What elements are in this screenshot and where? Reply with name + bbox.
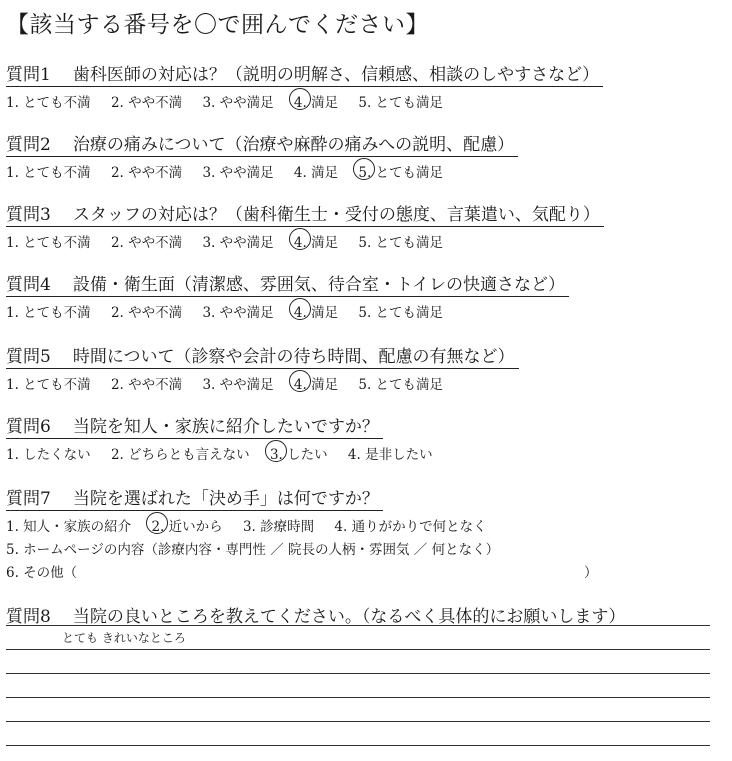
option-4-selected[interactable]: 4. 満足 — [294, 301, 338, 321]
page-title: 【該当する番号を〇で囲んでください】 — [6, 12, 429, 38]
question-text: 当院を知人・家族に紹介したいですか？ — [72, 417, 379, 437]
option-4[interactable]: 4. 満足 — [293, 165, 339, 181]
options-row — [6, 443, 449, 463]
option-4-selected[interactable]: 4. 満足 — [294, 91, 338, 111]
option-3[interactable]: 3. やや満足 — [202, 95, 274, 111]
option-3[interactable]: 3. やや満足 — [202, 377, 274, 393]
option-6-label: 6. その他（ — [6, 565, 78, 581]
option-1[interactable]: 1. とても不満 — [6, 305, 91, 321]
option-3[interactable]: 3. やや満足 — [202, 305, 274, 321]
option-5[interactable]: 5. とても満足 — [358, 305, 444, 321]
option-5[interactable]: 5. とても満足 — [358, 95, 444, 111]
question-number: 質問5 — [6, 347, 51, 367]
answer-line — [6, 625, 710, 626]
question-number: 質問6 — [6, 417, 51, 437]
question-number: 質問2 — [6, 135, 51, 155]
option-1[interactable]: 1. とても不満 — [6, 377, 91, 393]
option-2[interactable]: 2. やや不満 — [110, 95, 183, 111]
question-3 — [6, 200, 604, 251]
option-3[interactable]: 3. 診療時間 — [242, 519, 315, 535]
option-3-selected[interactable]: 3. したい — [270, 443, 328, 463]
question-number: 質問1 — [6, 65, 51, 85]
question-number: 質問4 — [6, 275, 51, 295]
option-1[interactable]: 1. 知人・家族の紹介 — [6, 519, 132, 535]
option-4[interactable]: 4. 通りがかりで何となく — [334, 519, 487, 535]
options-row — [6, 231, 604, 251]
question-text: 当院を選ばれた「決め手」は何ですか？ — [72, 489, 379, 509]
answer-line — [6, 673, 710, 674]
question-6 — [6, 412, 449, 463]
question-2 — [6, 130, 518, 181]
question-1 — [6, 60, 603, 111]
option-5[interactable]: 5. とても満足 — [358, 235, 444, 251]
options-row — [6, 515, 503, 535]
answer-line — [6, 745, 710, 746]
answer-line — [6, 649, 710, 650]
option-2[interactable]: 2. やや不満 — [110, 377, 183, 393]
answer-line — [6, 697, 710, 698]
question-4 — [6, 270, 569, 321]
option-4[interactable]: 4. 是非したい — [347, 447, 433, 463]
option-2[interactable]: 2. やや不満 — [110, 235, 183, 251]
question-text: スタッフの対応は？（歯科衛生士・受付の態度、言葉遣い、気配り） — [72, 205, 600, 225]
option-6-close: ） — [584, 565, 598, 581]
option-4-selected[interactable]: 4. 満足 — [294, 231, 338, 251]
option-5[interactable]: 5. とても満足 — [358, 377, 444, 393]
option-1[interactable]: 1. したくない — [6, 447, 91, 463]
options-row — [6, 161, 518, 181]
option-1[interactable]: 1. とても不満 — [6, 235, 91, 251]
option-2[interactable]: 2. やや不満 — [110, 165, 183, 181]
question-text: 時間について（診察や会計の待ち時間、配慮の有無など） — [72, 347, 515, 367]
question-text: 歯科医師の対応は？（説明の明解さ、信頼感、相談のしやすさなど） — [72, 65, 600, 85]
option-2[interactable]: 2. やや不満 — [110, 305, 183, 321]
question-number: 質問7 — [6, 489, 51, 509]
question-8 — [6, 602, 625, 627]
answer-line — [6, 721, 710, 722]
option-3[interactable]: 3. やや満足 — [202, 165, 274, 181]
option-4-selected[interactable]: 4. 満足 — [294, 373, 338, 393]
option-1[interactable]: 1. とても不満 — [6, 95, 91, 111]
question-number: 質問3 — [6, 205, 51, 225]
options-row — [6, 91, 603, 111]
option-3[interactable]: 3. やや満足 — [202, 235, 274, 251]
option-2-selected[interactable]: 2. 近いから — [151, 515, 222, 535]
option-2[interactable]: 2. どちらとも言えない — [110, 447, 250, 463]
question-number: 質問8 — [6, 607, 51, 627]
option-5-line[interactable]: 5. ホームページの内容（診療内容・専門性 ／ 院長の人柄・雰囲気 ／ 何となく） — [6, 542, 500, 558]
question-text: 治療の痛みについて（治療や麻酔の痛みへの説明、配慮） — [72, 135, 515, 155]
question-text: 当院の良いところを教えてください。（なるべく具体的にお願いします） — [72, 607, 626, 627]
option-5-selected[interactable]: 5. とても満足 — [358, 161, 443, 181]
option-1[interactable]: 1. とても不満 — [6, 165, 91, 181]
handwritten-answer: とても きれいなところ — [62, 631, 186, 645]
options-row — [6, 373, 519, 393]
options-row — [6, 301, 569, 321]
question-7 — [6, 484, 598, 581]
question-text: 設備・衛生面（清潔感、雰囲気、待合室・トイレの快適さなど） — [72, 275, 565, 295]
option-6-line[interactable] — [6, 561, 598, 581]
question-5 — [6, 342, 519, 393]
